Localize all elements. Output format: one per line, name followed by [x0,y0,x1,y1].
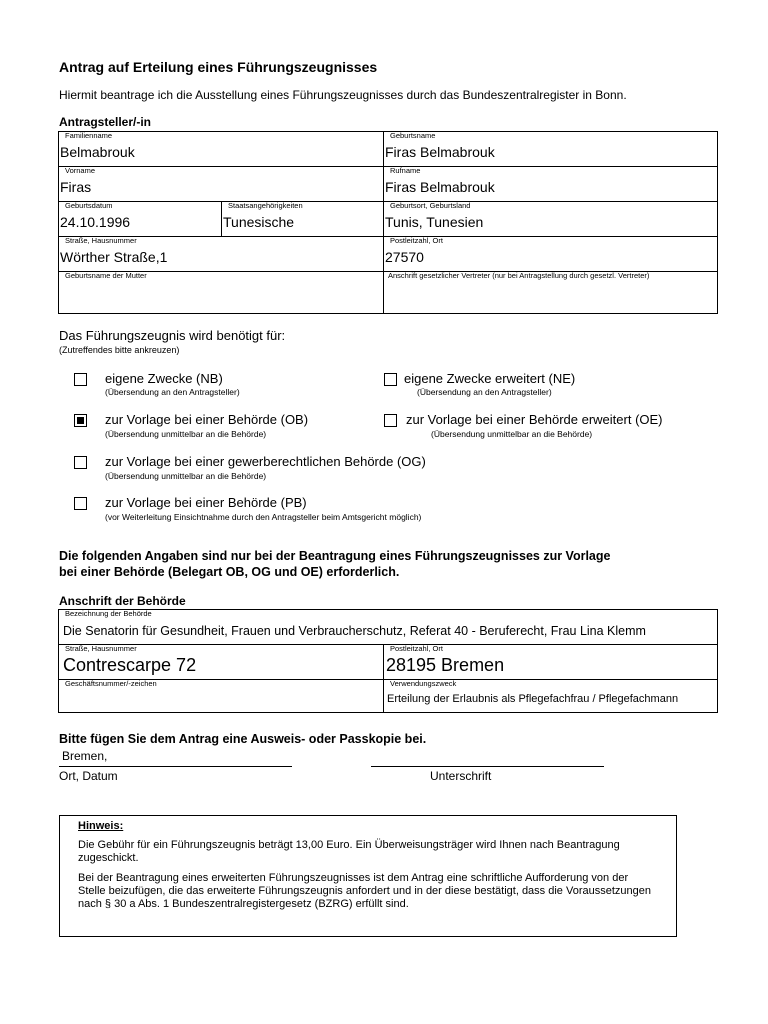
staatsangehoerigkeit-field[interactable] [222,202,383,236]
hinweis-box [59,815,677,937]
mutter-field[interactable] [59,272,383,314]
strasse-field[interactable] [59,237,383,271]
vorname-value: Firas [60,179,92,195]
rufname-value: Firas Belmabrouk [385,179,495,195]
authority-strasse-value: Contrescarpe 72 [63,655,197,675]
option-nb-label: eigene Zwecke (NB) [105,371,223,386]
vorname-label: Vorname [65,166,96,175]
plz-value: 27570 [385,249,424,265]
familienname-field[interactable] [59,132,383,166]
option-ne-sub: (Übersendung an den Antragsteller) [417,387,552,397]
place-date-label: Ort, Datum [59,769,118,783]
place-date-value: Bremen, [62,749,108,763]
geburtsort-value: Tunis, Tunesien [385,214,484,230]
geburtsort-field[interactable] [384,202,718,236]
staatsangehoerigkeit-value: Tunesische [223,214,295,230]
hinweis-para2: Bei der Beantragung eines erweiterten Führungszeugnisses ist dem Antrag eine schriftliche Aufforderung von der Stelle beizufügen, die das erweiterte Führungszeugnis anfordert und in der diese bestätigt, dass die Voraussetzungen nach § 30 a Abs. 1 Bundeszentralregistergesetz (BZRG) erfüllt sind. [78,872,651,910]
intro-text: Hiermit beantrage ich die Ausstellung eines Führungszeugnisses durch das Bundeszentralregister in Bonn. [59,88,627,102]
signature-line[interactable] [371,766,604,767]
geburtsdatum-field[interactable] [59,202,221,236]
familienname-value: Belmabrouk [60,144,135,160]
strasse-value: Wörther Straße,1 [60,249,168,265]
applicant-section-title: Antragsteller/-in [59,115,152,129]
authority-table [58,609,718,713]
verwendungszweck-label: Verwendungszweck [390,679,457,688]
option-oe-label: zur Vorlage bei einer Behörde erweitert (OE) [406,412,663,427]
checkbox-ob[interactable] [74,414,87,427]
rufname-field[interactable] [384,167,718,201]
rufname-label: Rufname [390,166,421,175]
option-pb-label: zur Vorlage bei einer Behörde (PB) [105,495,307,510]
geburtsdatum-value: 24.10.1996 [60,214,131,230]
plz-field[interactable] [384,237,718,271]
checkbox-ne[interactable] [384,373,397,386]
purpose-hint: (Zutreffendes bitte ankreuzen) [59,345,180,355]
vorname-field[interactable] [59,167,383,201]
hinweis-para1: Die Gebühr für ein Führungszeugnis beträgt 13,00 Euro. Ein Überweisungsträger wird Ihnen nach Beantragung zugeschickt. [78,839,620,864]
staatsangehoerigkeit-label: Staatsangehörigkeiten [228,201,303,210]
authority-plz-field[interactable] [384,645,718,679]
page-title: Antrag auf Erteilung eines Führungszeugnisses [59,59,378,75]
checkbox-oe[interactable] [384,414,397,427]
geschaeftsnummer-label: Geschäftsnummer/-zeichen [65,679,157,688]
plz-label: Postleitzahl, Ort [390,236,443,245]
option-nb-sub: (Übersendung an den Antragsteller) [105,387,240,397]
geburtsname-value: Firas Belmabrouk [385,144,495,160]
verwendungszweck-value: Erteilung der Erlaubnis als Pflegefachfrau / Pflegefachmann [387,693,679,705]
purpose-heading: Das Führungszeugnis wird benötigt für: [59,328,286,343]
option-ob-label: zur Vorlage bei einer Behörde (OB) [105,412,309,427]
applicant-table [58,131,718,314]
authority-notice-line1: Die folgenden Angaben sind nur bei der Beantragung eines Führungszeugnisses zur Vorlage [59,549,611,563]
option-og-label: zur Vorlage bei einer gewerberechtlichen Behörde (OG) [105,454,426,469]
authority-strasse-label: Straße, Hausnummer [65,644,137,653]
strasse-label: Straße, Hausnummer [65,236,137,245]
vertreter-field[interactable] [384,272,718,314]
bezeichnung-label: Bezeichnung der Behörde [65,609,152,618]
geburtsort-label: Geburtsort, Geburtsland [390,201,471,210]
signature-label: Unterschrift [430,769,492,783]
authority-strasse-field[interactable] [59,645,383,679]
geburtsname-label: Geburtsname [390,131,436,140]
verwendungszweck-field[interactable] [384,680,718,713]
authority-section-title: Anschrift der Behörde [59,594,186,608]
option-ob-sub: (Übersendung unmittelbar an die Behörde) [105,429,267,439]
checkbox-og[interactable] [74,456,87,469]
authority-plz-label: Postleitzahl, Ort [390,644,443,653]
hinweis-title: Hinweis: [78,820,124,832]
mutter-label: Geburtsname der Mutter [65,271,147,280]
authority-plz-value: 28195 Bremen [386,655,505,675]
option-pb-sub: (vor Weiterleitung Einsichtnahme durch den Antragsteller beim Amtsgericht möglich) [105,512,422,522]
geschaeftsnummer-field[interactable] [59,680,383,713]
familienname-label: Familienname [65,131,113,140]
vertreter-label: Anschrift gesetzlicher Vertreter (nur bei Antragstellung durch gesetzl. Vertreter) [388,271,650,280]
option-og-sub: (Übersendung unmittelbar an die Behörde) [105,471,267,481]
authority-notice-line2: bei einer Behörde (Belegart OB, OG und OE) erforderlich. [59,565,400,579]
passkopie-instruction: Bitte fügen Sie dem Antrag eine Ausweis- oder Passkopie bei. [59,732,427,746]
place-date-line[interactable] [59,766,292,767]
bezeichnung-field[interactable] [59,610,718,644]
option-ne-label: eigene Zwecke erweitert (NE) [404,371,576,386]
checkbox-nb[interactable] [74,373,87,386]
geburtsdatum-label: Geburtsdatum [65,201,113,210]
geburtsname-field[interactable] [384,132,718,166]
checkbox-pb[interactable] [74,497,87,510]
option-oe-sub: (Übersendung unmittelbar an die Behörde) [431,429,593,439]
bezeichnung-value: Die Senatorin für Gesundheit, Frauen und Verbraucherschutz, Referat 40 - Beruferecht, Frau Lina Klemm [63,624,646,638]
